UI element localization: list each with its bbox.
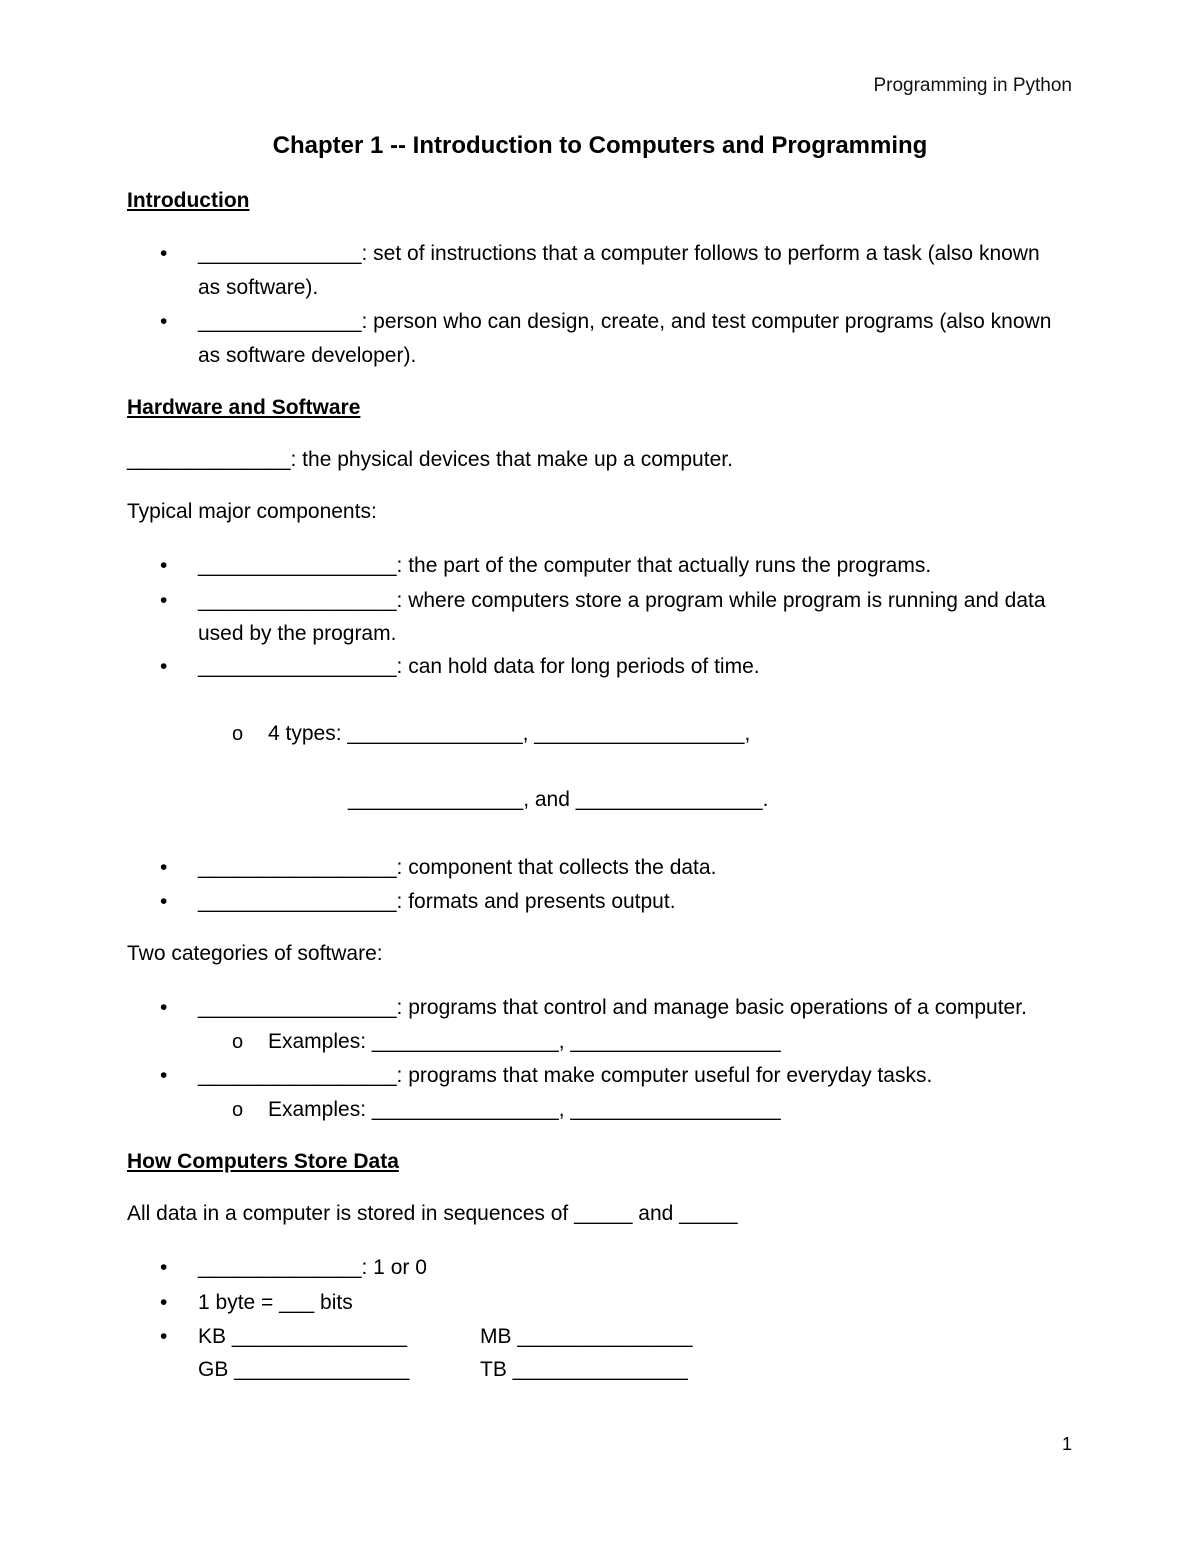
components-intro: Typical major components: [127,500,377,523]
system-software-item: _________________: programs that control and manage basic operations of a computer. [198,996,1027,1019]
unit-tb: TB _______________ [480,1358,688,1381]
byte-definition: 1 byte = ___ bits [198,1291,353,1314]
unit-kb: KB _______________ [198,1325,408,1348]
component-memory-line2: used by the program. [198,622,397,645]
unit-gb: GB _______________ [198,1358,410,1381]
application-software-examples: Examples: ________________, __________________ [268,1098,781,1121]
intro-item-program-line1: ______________: set of instructions that a computer follows to perform a task (also known [198,242,1040,265]
unit-mb: MB _______________ [480,1325,693,1348]
storage-types-line1: 4 types: _______________, __________________, [268,722,751,745]
bullet-icon: • [160,554,168,577]
component-output: _________________: formats and presents output. [198,890,676,913]
page-number: 1 [1061,1434,1072,1454]
intro-item-programmer-line2: as software developer). [198,344,417,367]
section-heading-data-storage: How Computers Store Data [127,1150,399,1173]
bullet-icon: • [160,310,168,333]
bullet-icon: • [160,1291,168,1314]
component-cpu: _________________: the part of the computer that actually runs the programs. [198,554,932,577]
bullet-icon: • [160,890,168,913]
page-title: Chapter 1 -- Introduction to Computers and Programming [272,132,928,159]
bullet-icon: • [160,1256,168,1279]
bullet-icon: • [160,856,168,879]
intro-item-program-line2: as software). [198,276,319,299]
sub-bullet-icon: o [232,723,244,745]
bullet-icon: • [160,996,168,1019]
component-memory-line1: _________________: where computers store a program while program is running and data [198,589,1046,612]
bullet-icon: • [160,655,168,678]
bullet-icon: • [160,1064,168,1087]
software-categories-intro: Two categories of software: [127,942,383,965]
component-storage: _________________: can hold data for long periods of time. [198,655,760,678]
bit-definition: ______________: 1 or 0 [198,1256,427,1279]
bullet-icon: • [160,589,168,612]
component-input: _________________: component that collects the data. [198,856,717,879]
running-header: Programming in Python [873,75,1072,96]
sub-bullet-icon: o [232,1099,244,1121]
system-software-examples: Examples: ________________, __________________ [268,1030,781,1053]
bullet-icon: • [160,242,168,265]
storage-types-line2: _______________, and ________________. [348,788,769,811]
hardware-definition: ______________: the physical devices that make up a computer. [127,448,733,471]
section-heading-introduction: Introduction [127,189,250,212]
section-heading-hardware-software: Hardware and Software [127,396,361,419]
bullet-icon: • [160,1325,168,1348]
application-software-item: _________________: programs that make computer useful for everyday tasks. [198,1064,933,1087]
intro-item-programmer-line1: ______________: person who can design, create, and test computer programs (also known [198,310,1052,333]
data-storage-intro: All data in a computer is stored in sequences of _____ and _____ [127,1202,738,1225]
sub-bullet-icon: o [232,1031,244,1053]
